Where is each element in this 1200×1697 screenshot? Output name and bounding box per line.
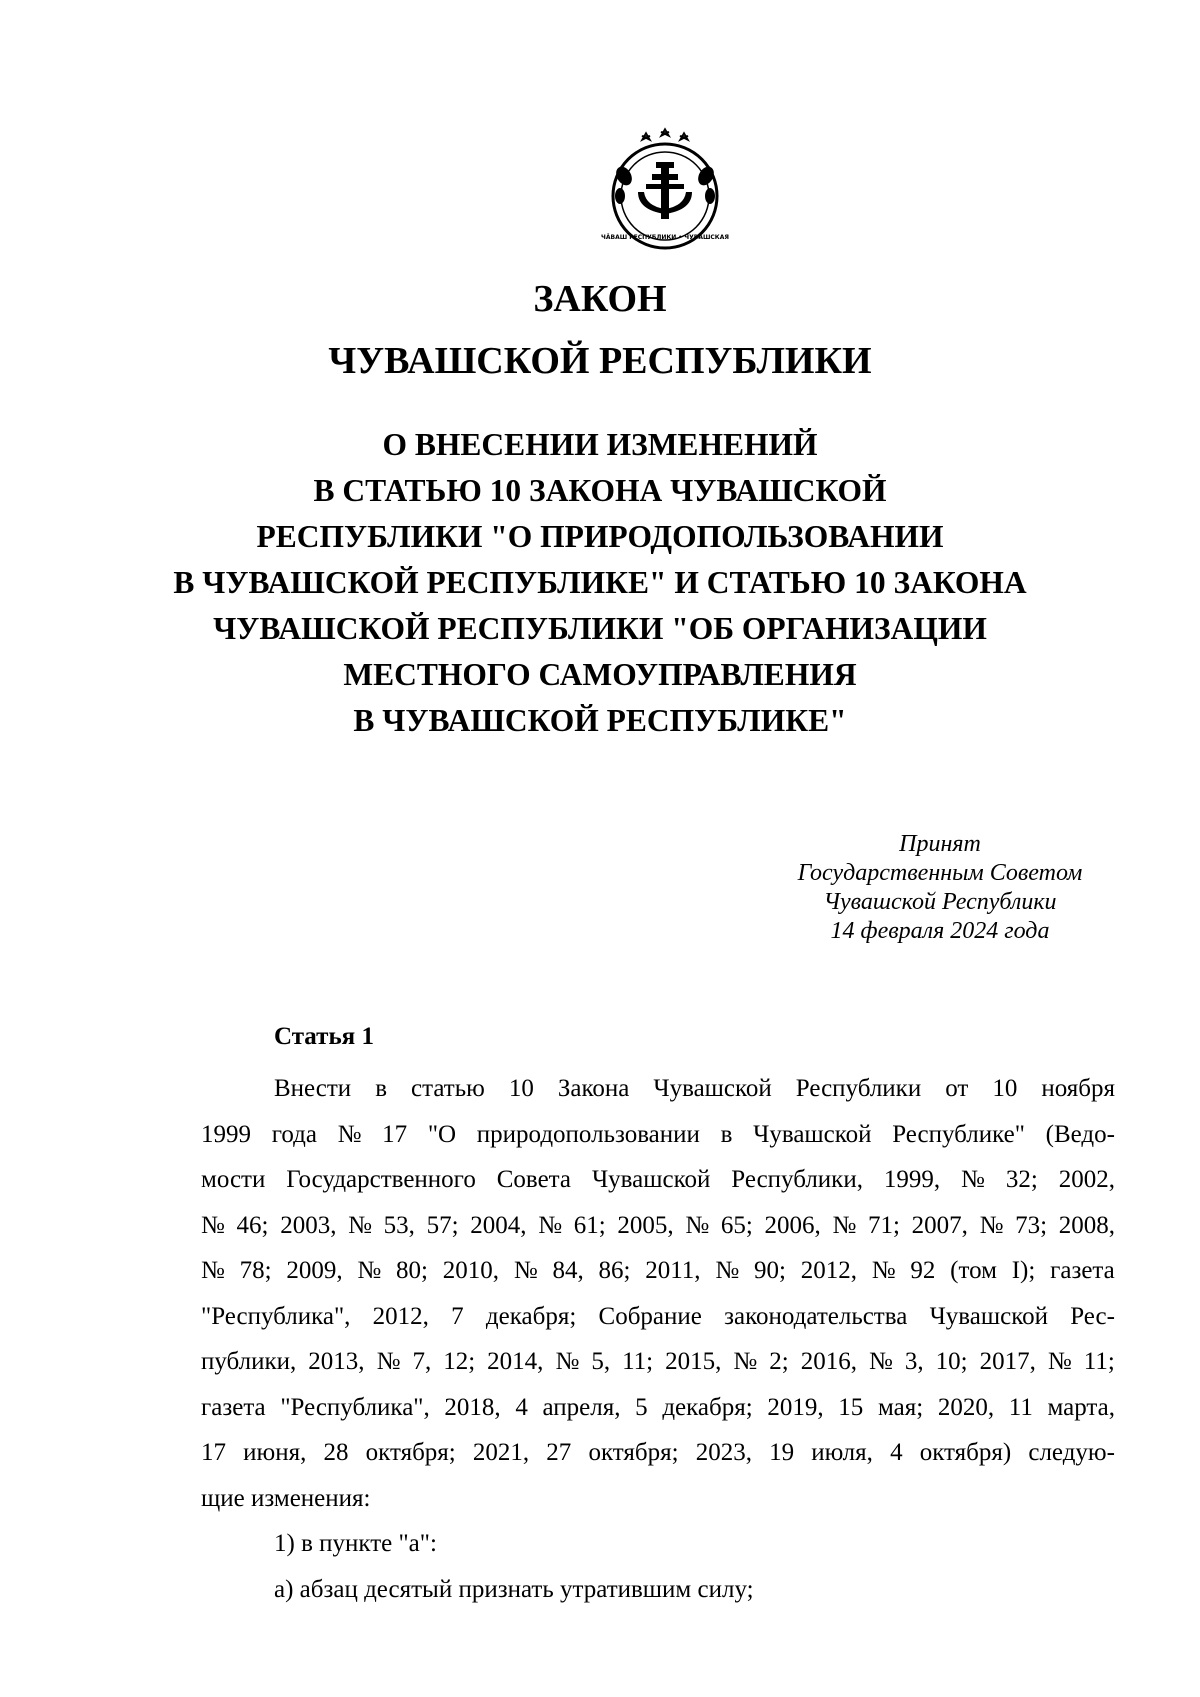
subject-line: ЧУВАШСКОЙ РЕСПУБЛИКИ "ОБ ОРГАНИЗАЦИИ xyxy=(213,611,987,646)
word: № xyxy=(871,1257,896,1284)
word: 2012, xyxy=(800,1257,857,1284)
word: 2009, xyxy=(286,1257,343,1284)
list-item: а) абзац десятый признать утратившим силу; xyxy=(274,1575,754,1603)
law-type-title: ЗАКОН xyxy=(533,278,667,320)
word: Совета xyxy=(496,1166,572,1193)
adoption-line: Чувашской Республики xyxy=(823,889,1057,915)
word: № xyxy=(715,1257,740,1284)
word: Республике" xyxy=(892,1120,1025,1148)
word: от xyxy=(945,1075,969,1102)
word: 2013, xyxy=(308,1348,365,1375)
word: № xyxy=(201,1257,225,1284)
word: 1999 xyxy=(201,1120,251,1148)
body-line xyxy=(201,1248,1115,1294)
article-body xyxy=(201,1066,1115,1612)
word: № xyxy=(348,1211,372,1239)
word: 2015, xyxy=(665,1348,722,1375)
word: 3, xyxy=(904,1348,924,1375)
word: Внести xyxy=(274,1075,352,1102)
adoption-line: Принят xyxy=(899,831,981,857)
word: 84, xyxy=(552,1257,584,1284)
word: № xyxy=(357,1257,382,1284)
word: 11; xyxy=(622,1348,654,1375)
word: I); xyxy=(1011,1257,1036,1284)
word: 12; xyxy=(443,1348,476,1375)
word: апреля, xyxy=(542,1393,621,1421)
word: № xyxy=(832,1211,857,1239)
word: Рес- xyxy=(1070,1302,1115,1330)
word: года xyxy=(271,1120,317,1148)
word: мости xyxy=(201,1166,266,1193)
word: 53, xyxy=(383,1211,415,1239)
word: 4 xyxy=(515,1393,528,1421)
word: 2011, xyxy=(645,1257,701,1284)
list-item: 1) в пункте "а": xyxy=(274,1530,437,1557)
word: публики, xyxy=(201,1348,297,1375)
word: 86; xyxy=(598,1257,631,1284)
word: 17 xyxy=(201,1439,226,1466)
word: статью xyxy=(411,1075,485,1102)
word: 57; xyxy=(426,1211,459,1239)
subject-line: В СТАТЬЮ 10 ЗАКОНА ЧУВАШСКОЙ xyxy=(313,473,887,508)
word: 2012, xyxy=(372,1302,429,1330)
word: "Республика", xyxy=(201,1302,351,1330)
word: июля, xyxy=(811,1439,873,1466)
word: природопользовании xyxy=(476,1120,700,1148)
word: 90; xyxy=(753,1257,786,1284)
word: Государственного xyxy=(286,1166,476,1193)
word: октября; xyxy=(588,1439,679,1466)
word: № xyxy=(201,1211,225,1239)
adoption-line: Государственным Советом xyxy=(797,860,1083,886)
word: 10; xyxy=(935,1348,968,1375)
word: 2; xyxy=(769,1348,789,1375)
word: 2016, xyxy=(800,1348,857,1375)
word: № xyxy=(513,1257,538,1284)
body-line xyxy=(201,1430,1115,1476)
word: мая; xyxy=(877,1393,924,1421)
word: 32; xyxy=(1005,1166,1038,1193)
word: № xyxy=(979,1211,1004,1239)
word: Закона xyxy=(557,1075,630,1102)
word: 65; xyxy=(720,1211,753,1239)
word: Республики xyxy=(795,1075,922,1102)
coat-of-arms-emblem xyxy=(598,118,732,252)
article-heading: Статья 1 xyxy=(274,1023,374,1050)
word: 92 xyxy=(910,1257,936,1284)
word: 78; xyxy=(239,1257,272,1284)
word: 7, xyxy=(412,1348,432,1375)
word: 27 xyxy=(546,1439,572,1466)
word: 2007, xyxy=(911,1211,968,1239)
word: № xyxy=(538,1211,563,1239)
body-line xyxy=(201,1385,1115,1431)
word: 2021, xyxy=(472,1439,530,1466)
word: № xyxy=(869,1348,893,1375)
word: газета xyxy=(201,1393,266,1421)
word: 1999, xyxy=(883,1166,941,1193)
subject-line: О ВНЕСЕНИИ ИЗМЕНЕНИЙ xyxy=(382,427,818,462)
word: Чувашской xyxy=(753,1120,872,1148)
word: 2003, xyxy=(280,1211,337,1239)
word: № xyxy=(1047,1348,1072,1375)
word: октября; xyxy=(365,1439,456,1466)
word: Республики, xyxy=(731,1166,863,1193)
word: декабря; xyxy=(662,1393,753,1421)
subject-line: В ЧУВАШСКОЙ РЕСПУБЛИКЕ" xyxy=(353,703,847,738)
law-issuer-title: ЧУВАШСКОЙ РЕСПУБЛИКИ xyxy=(328,340,872,382)
word: 5 xyxy=(635,1393,648,1421)
word: июня, xyxy=(243,1439,307,1466)
word: № xyxy=(376,1348,401,1375)
body-line xyxy=(201,1157,1115,1203)
word: 2020, xyxy=(937,1393,995,1421)
word: № xyxy=(555,1348,580,1375)
word: "О xyxy=(427,1120,457,1148)
subject-line: МЕСТНОГО САМОУПРАВЛЕНИЯ xyxy=(343,657,857,692)
word: следую- xyxy=(1028,1439,1115,1466)
word: Собрание xyxy=(598,1302,702,1330)
word: 2018, xyxy=(444,1393,501,1421)
word: 28 xyxy=(323,1439,349,1466)
word: в xyxy=(375,1075,388,1102)
word: Чувашской xyxy=(591,1166,711,1193)
word: 10 xyxy=(992,1075,1018,1102)
word: марта, xyxy=(1047,1393,1115,1421)
word: газета xyxy=(1050,1257,1115,1284)
word: № xyxy=(733,1348,758,1375)
word: 46; xyxy=(236,1211,269,1239)
word: 80; xyxy=(396,1257,428,1284)
law-subject-title xyxy=(100,422,1100,744)
word: 73; xyxy=(1015,1211,1048,1239)
word: в xyxy=(720,1120,733,1148)
word: 2008, xyxy=(1058,1211,1115,1239)
word: Чувашской xyxy=(929,1302,1048,1330)
adoption-note xyxy=(760,830,1120,946)
word: 2014, xyxy=(487,1348,544,1375)
adoption-date: 14 февраля 2024 года xyxy=(830,918,1050,944)
word: 2006, xyxy=(764,1211,821,1239)
body-line xyxy=(201,1339,1115,1385)
word: 11 xyxy=(1008,1393,1033,1421)
word: (том xyxy=(950,1257,997,1284)
word: 2023, xyxy=(695,1439,752,1466)
word: ноября xyxy=(1041,1075,1115,1102)
word: 71; xyxy=(867,1211,900,1239)
word: декабря; xyxy=(485,1302,577,1330)
word: 61; xyxy=(573,1211,606,1239)
word: № xyxy=(685,1211,710,1239)
word: 17 xyxy=(382,1120,408,1148)
word: 11; xyxy=(1083,1348,1115,1375)
word: № xyxy=(961,1166,985,1193)
word: Чувашской xyxy=(653,1075,772,1102)
body-line xyxy=(201,1294,1115,1340)
word: 2004, xyxy=(470,1211,527,1239)
word: 2010, xyxy=(442,1257,500,1284)
word: 15 xyxy=(838,1393,864,1421)
word: (Ведо- xyxy=(1045,1120,1115,1148)
body-line xyxy=(201,1203,1115,1249)
subject-line: В ЧУВАШСКОЙ РЕСПУБЛИКЕ" И СТАТЬЮ 10 ЗАКОНА xyxy=(173,565,1027,600)
word: законодательства xyxy=(724,1302,908,1330)
word: 10 xyxy=(508,1075,534,1102)
word: 4 xyxy=(890,1439,903,1466)
word: "Республика", xyxy=(280,1393,430,1421)
word: 2019, xyxy=(767,1393,824,1421)
word: 2017, xyxy=(979,1348,1036,1375)
word: 5, xyxy=(591,1348,611,1375)
word: № xyxy=(337,1120,362,1148)
body-line xyxy=(201,1066,1115,1112)
body-line xyxy=(201,1112,1115,1158)
word: 2005, xyxy=(617,1211,674,1239)
word: 7 xyxy=(451,1302,464,1330)
body-line: щие изменения: xyxy=(201,1484,371,1512)
subject-line: РЕСПУБЛИКИ "О ПРИРОДОПОЛЬЗОВАНИИ xyxy=(256,519,944,554)
word: 2002, xyxy=(1058,1166,1115,1193)
word: 19 xyxy=(769,1439,795,1466)
word: октября) xyxy=(919,1439,1012,1466)
svg-text:ЧӐВАШ РЕСПУБЛИКИ • ЧУВАШСКАЯ: ЧӐВАШ РЕСПУБЛИКИ • ЧУВАШСКАЯ xyxy=(601,234,729,241)
